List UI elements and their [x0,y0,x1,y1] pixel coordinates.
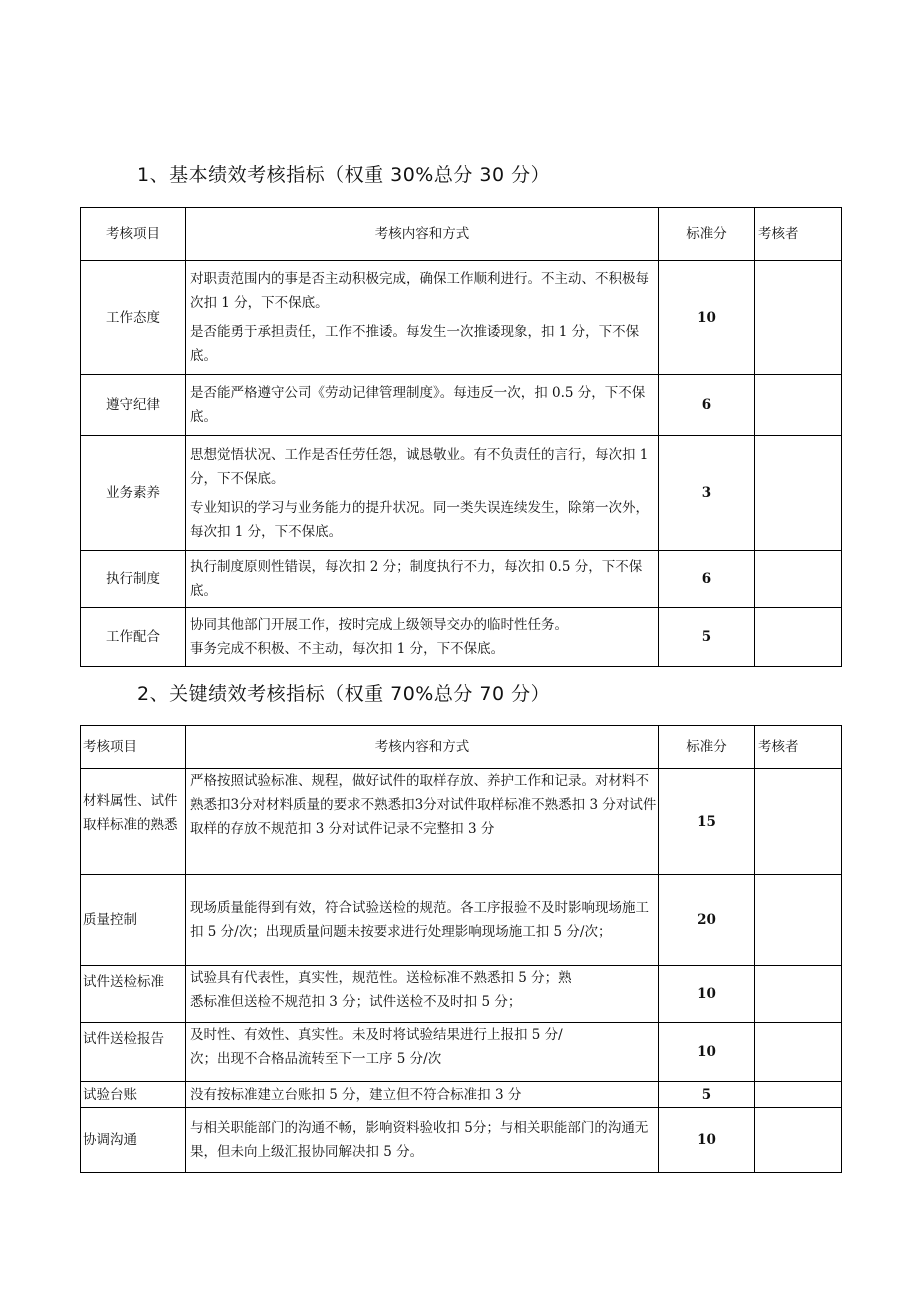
header-item: 考核项目 [81,208,186,261]
content-line: 是否能勇于承担责任，工作不推诿。每发生一次推诿现象，扣 1 分，下不保底。 [190,324,640,364]
reviewer-cell[interactable] [755,608,842,667]
reviewer-cell[interactable] [755,966,842,1023]
row-score: 10 [659,1108,755,1173]
row-content: 现场质量能得到有效，符合试验送检的规范。各工序报验不及时影响现场施工扣 5 分/次；出现质量问题未按要求进行处理影响现场施工扣 5 分/次； [186,875,659,966]
reviewer-cell[interactable] [755,875,842,966]
row-content: 及时性、有效性、真实性。未及时将试验结果进行上报扣 5 分/ 次；出现不合格品流转至下一工序 5 分/次 [186,1023,659,1082]
row-score: 5 [659,1082,755,1108]
header-score: 标准分 [659,208,755,261]
row-item: 材料属性、试件取样标准的熟悉 [81,769,186,875]
header-reviewer: 考核者 [755,726,842,769]
basic-kpi-table [80,207,842,667]
header-content: 考核内容和方式 [186,726,659,769]
row-score: 5 [659,608,755,667]
row-score: 10 [659,261,755,375]
reviewer-cell[interactable] [755,1108,842,1173]
reviewer-cell[interactable] [755,769,842,875]
reviewer-cell[interactable] [755,261,842,375]
row-item: 协调沟通 [81,1108,186,1173]
content-line: 执行制度原则性错误，每次扣 2 分；制度执行不力，每次扣 0.5 分，下不保底。 [190,559,643,599]
row-content: 试验具有代表性，真实性，规范性。送检标准不熟悉扣 5 分；熟 悉标准但送检不规范扣 3 分；试件送检不及时扣 5 分； [186,966,659,1023]
row-score: 15 [659,769,755,875]
content-line: 对职责范围内的事是否主动积极完成，确保工作顺利进行。不主动、不积极每次扣 1 分，下不保底。 [190,271,649,311]
table-row [81,551,842,608]
row-item: 遵守纪律 [81,375,186,436]
table-row [81,1082,842,1108]
row-content: 协同其他部门开展工作，按时完成上级领导交办的临时性任务。 事务完成不积极、不主动，每次扣 1 分，下不保底。 [186,608,659,667]
table-row [81,875,842,966]
row-score: 3 [659,436,755,551]
row-score: 6 [659,551,755,608]
table-row [81,375,842,436]
table-row [81,1108,842,1173]
table-header-row [81,208,842,261]
row-score: 10 [659,1023,755,1082]
row-score: 6 [659,375,755,436]
content-line: 是否能严格遵守公司《劳动记律管理制度》。每违反一次，扣 0.5 分，下不保底。 [190,385,646,425]
row-score: 20 [659,875,755,966]
section1-title: 1、基本绩效考核指标（权重 30%总分 30 分） [137,164,551,186]
header-reviewer: 考核者 [755,208,842,261]
content-line: 专业知识的学习与业务能力的提升状况。同一类失误连续发生，除第一次外，每次扣 1 分，下不保底。 [190,499,649,540]
table-row [81,1023,842,1082]
section2-title: 2、关键绩效考核指标（权重 70%总分 70 分） [137,683,551,705]
reviewer-cell[interactable] [755,1082,842,1108]
row-content: 严格按照试验标准、规程，做好试件的取样存放、养护工作和记录。对材料不熟悉扣3分对材料质量的要求不熟悉扣3分对试件取样标准不熟悉扣 3 分对试件取样的存放不规范扣 3 分对试件记录不完整扣 3 分 [186,769,659,875]
header-score: 标准分 [659,726,755,769]
row-score: 10 [659,966,755,1023]
table-row [81,769,842,875]
row-item: 试件送检标准 [81,966,186,1023]
row-item: 试件送检报告 [81,1023,186,1082]
row-item: 试验台账 [81,1082,186,1108]
key-kpi-table [80,725,842,1173]
row-item: 工作态度 [81,261,186,375]
row-content: 没有按标准建立台账扣 5 分，建立但不符合标准扣 3 分 [186,1082,659,1108]
header-item: 考核项目 [81,726,186,769]
row-content: 与相关职能部门的沟通不畅，影响资料验收扣 5分；与相关职能部门的沟通无果，但未向上级汇报协同解决扣 5 分。 [186,1108,659,1173]
reviewer-cell[interactable] [755,551,842,608]
reviewer-cell[interactable] [755,436,842,551]
header-content: 考核内容和方式 [186,208,659,261]
row-item: 工作配合 [81,608,186,667]
row-content [186,436,659,551]
row-item: 业务素养 [81,436,186,551]
table-row [81,261,842,375]
table-header-row [81,726,842,769]
content-line: 思想觉悟状况、工作是否任劳任怨，诚恳敬业。有不负责任的言行，每次扣 1 分，下不保底。 [190,446,649,487]
row-content [186,375,659,436]
row-content [186,551,659,608]
table-row [81,436,842,551]
table-row [81,608,842,667]
row-content [186,261,659,375]
reviewer-cell[interactable] [755,375,842,436]
row-item: 执行制度 [81,551,186,608]
table-row [81,966,842,1023]
reviewer-cell[interactable] [755,1023,842,1082]
row-item: 质量控制 [81,875,186,966]
